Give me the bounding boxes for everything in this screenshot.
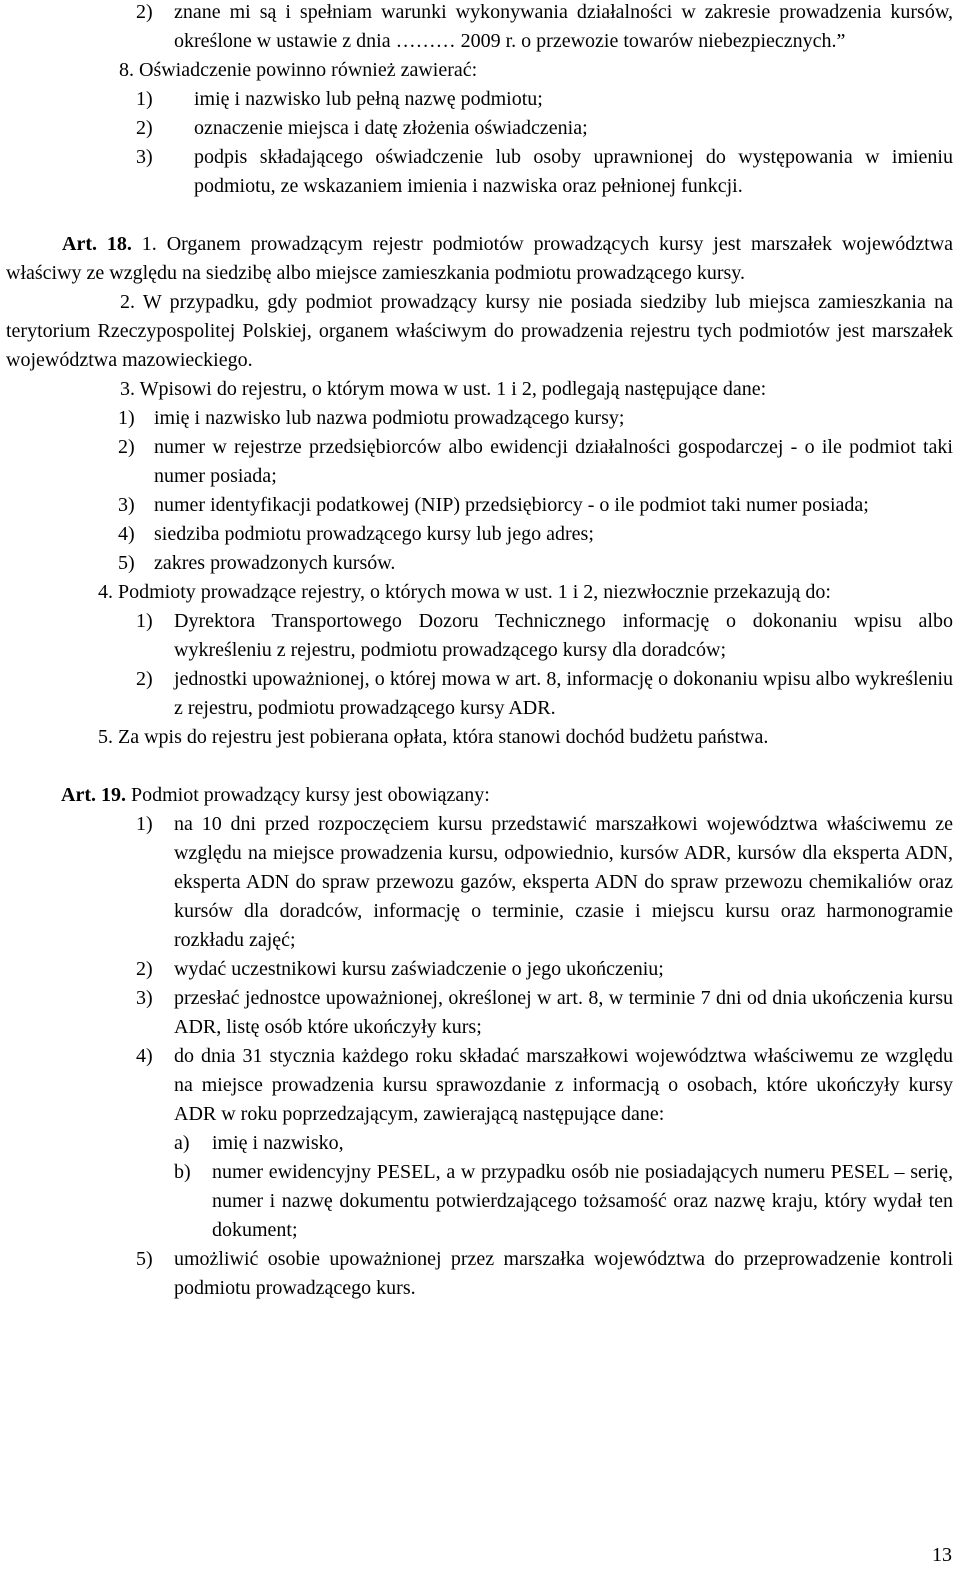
item-number: 2) [136,1,153,23]
art18-paragraph-4: 4. Podmioty prowadzące rejestry, o których mowa w ust. 1 i 2, niezwłocznie przekazują do: [98,581,831,603]
item-text: przesłać jednostce upoważnionej, określonej w art. 8, w terminie 7 dni od dnia ukończenia kursu ADR, listę osób które ukończyły kurs; [174,987,953,1038]
item-number: 3) [136,987,153,1009]
item-text: wydać uczestnikowi kursu zaświadczenie o jego ukończeniu; [174,958,664,980]
item-number: 1) [136,813,153,835]
art18-paragraph-1 [6,230,953,288]
item-text: numer identyfikacji podatkowej (NIP) przedsiębiorcy - o ile podmiot taki numer posiada; [154,494,869,516]
spacer [6,201,953,230]
list-item [6,114,953,143]
item-text: jednostki upoważnionej, o której mowa w art. 8, informację o dokonaniu wpisu albo wykreśleniu z rejestru, podmiotu prowadzącego kursy ADR. [174,668,953,719]
list-item [6,1245,953,1303]
list-item [6,1042,953,1129]
art18-paragraph-3: 3. Wpisowi do rejestru, o którym mowa w ust. 1 i 2, podlegają następujące dane: [120,378,767,400]
item-number: 5) [136,1248,153,1270]
list-item [6,433,953,491]
sub-item-letter: a) [174,1132,190,1154]
paragraph-text: Podmiot prowadzący kursy jest obowiązany: [130,784,490,806]
list-item [6,955,953,984]
item-text: Dyrektora Transportowego Dozoru Technicznego informację o dokonaniu wpisu albo wykreśleniu z rejestru, podmiotu prowadzącego kursy dla doradców; [174,610,953,661]
article-label: Art. 18. [62,233,132,255]
document-page [6,0,953,1303]
item-number: 3) [118,494,135,516]
art19-lead [6,781,953,810]
list-item [6,520,953,549]
item-number: 5) [118,552,135,574]
item-text: zakres prowadzonych kursów. [154,552,396,574]
section-lead: 8. Oświadczenie powinno również zawierać: [119,59,478,81]
sub-item-text: numer ewidencyjny PESEL, a w przypadku osób nie posiadających numeru PESEL – serię, numer i nazwę dokumentu potwierdzającego tożsamość oraz nazwę kraju, który wydał ten dokument; [212,1161,953,1241]
paragraph-text: 1. Organem prowadzącym rejestr podmiotów prowadzących kursy jest marszałek województwa właściwy ze względu na siedzibę albo miejsce zamieszkania podmiotu prowadzącego kursy. [6,233,954,284]
item-text: na 10 dni przed rozpoczęciem kursu przedstawić marszałkowi województwa właściwemu ze względu na miejsce prowadzenia kursu, odpowiednio, kursów ADR, kursów dla eksperta ADN, eksperta ADN do spraw przewozu gazów, eksperta ADN do spraw przewozu chemikaliów oraz kursów dla doradców, informację o terminie, czasie i miejscu kursu oraz harmonogramie rozkładu zajęć; [174,813,953,951]
list-item [6,665,953,723]
sub-item-letter: b) [174,1161,191,1183]
sub-list-item [6,1129,953,1158]
sub-item-text: imię i nazwisko, [212,1132,344,1154]
item-text: imię i nazwisko lub pełną nazwę podmiotu; [194,88,543,110]
article-label: Art. 19. [61,784,126,806]
list-item [6,549,953,578]
item-number: 2) [136,668,153,690]
item-number: 4) [118,523,135,545]
item-text: podpis składającego oświadczenie lub osoby uprawnionej do występowania w imieniu podmiotu, ze wskazaniem imienia i nazwiska oraz pełnionej funkcji. [194,146,953,197]
art18-paragraph-2: 2. W przypadku, gdy podmiot prowadzący kursy nie posiada siedziby lub miejsca zamieszkania na terytorium Rzeczypospolitej Polskiej, organem właściwym do prowadzenia rejestru tych podmiotów jest marszałek województwa mazowieckiego. [6,291,953,371]
item-number: 1) [136,88,153,110]
item-text: numer w rejestrze przedsiębiorców albo ewidencji działalności gospodarczej - o ile podmiot taki numer posiada; [154,436,953,487]
list-item [6,0,953,56]
item-number: 2) [136,958,153,980]
item-number: 2) [118,436,135,458]
list-item [6,810,953,955]
list-item [6,404,953,433]
spacer [6,752,953,781]
page-number: 13 [932,1544,952,1566]
item-number: 1) [136,610,153,632]
item-number: 3) [136,146,153,168]
item-text: oznaczenie miejsca i datę złożenia oświadczenia; [194,117,588,139]
list-item [6,607,953,665]
item-number: 4) [136,1045,153,1067]
item-text: do dnia 31 stycznia każdego roku składać marszałkowi województwa właściwemu ze względu na miejsce prowadzenia kursu sprawozdanie z informacją o osobach, które ukończyły kursy ADR w roku poprzedzającym, zawierającą następujące dane: [174,1045,953,1125]
item-text: znane mi są i spełniam warunki wykonywania działalności w zakresie prowadzenia kursów, określone w ustawie z dnia ……… 2009 r. o przewozie towarów niebezpiecznych.” [174,1,953,52]
item-text: imię i nazwisko lub nazwa podmiotu prowadzącego kursy; [154,407,625,429]
item-number: 2) [136,117,153,139]
sub-list-item [6,1158,953,1245]
item-number: 1) [118,407,135,429]
list-item [6,85,953,114]
art18-paragraph-5: 5. Za wpis do rejestru jest pobierana opłata, która stanowi dochód budżetu państwa. [98,726,769,748]
item-text: siedziba podmiotu prowadzącego kursy lub jego adres; [154,523,594,545]
list-item [6,491,953,520]
list-item [6,143,953,201]
list-item [6,984,953,1042]
item-text: umożliwić osobie upoważnionej przez marszałka województwa do przeprowadzenie kontroli podmiotu prowadzącego kurs. [174,1248,953,1299]
